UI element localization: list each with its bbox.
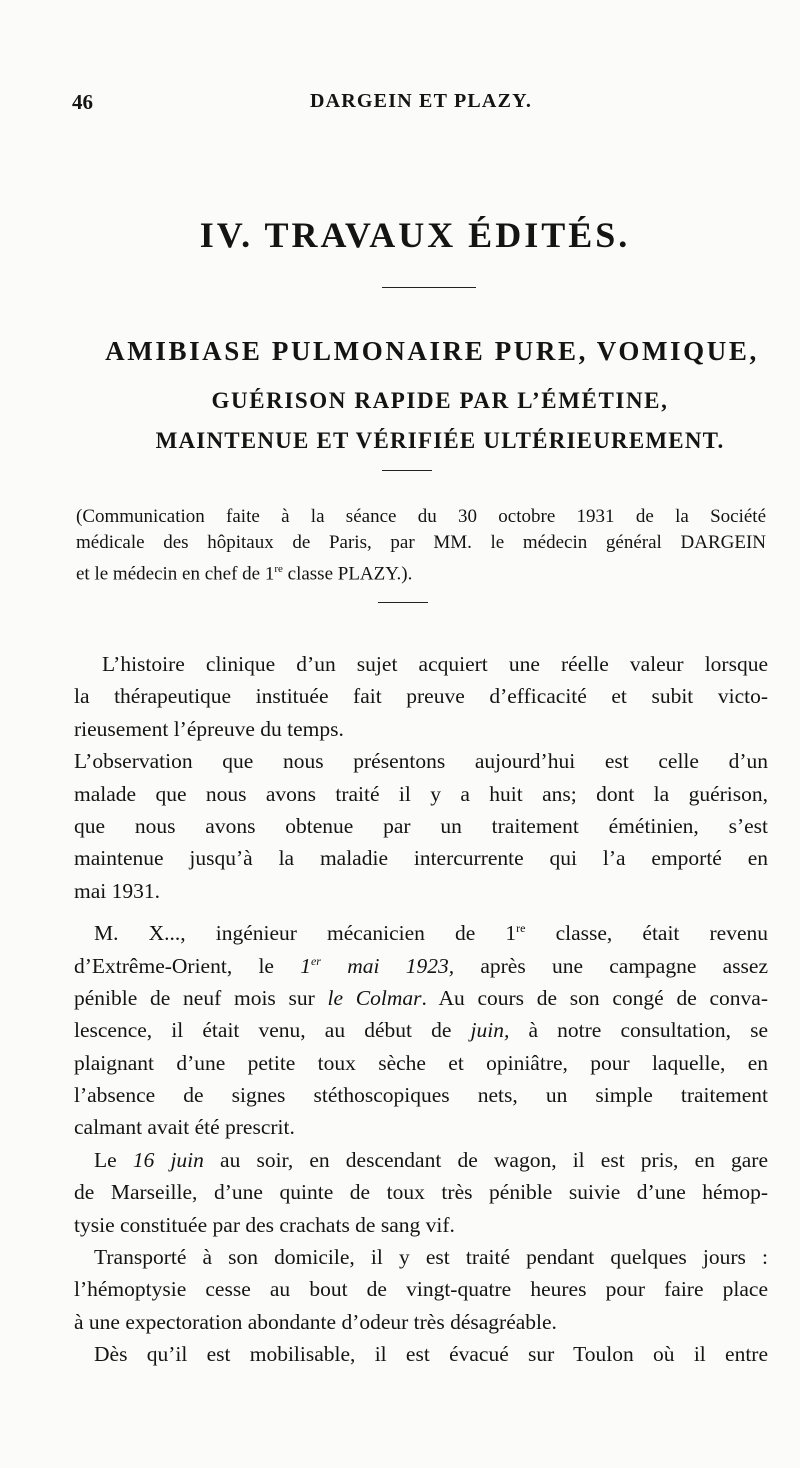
section-title: IV. TRAVAUX ÉDITÉS. [199, 215, 631, 255]
divider-rule [382, 287, 476, 288]
text-line: de Marseille, d’une quinte de toux très pénible suivie d’une hémop- [74, 1180, 768, 1205]
note-line: (Communication faite à la séance du 30 octobre 1931 de la Société [76, 506, 766, 527]
text-line: à une expectoration abondante d’odeur très désagréable. [74, 1309, 557, 1334]
text-line: plaignant d’une petite toux sèche et opiniâtre, pour laquelle, en [74, 1050, 768, 1075]
text-line: L’histoire clinique d’un sujet acquiert une réelle valeur lorsque [102, 652, 768, 676]
article-title-line: GUÉRISON RAPIDE PAR L’ÉMÉTINE, [211, 388, 669, 413]
article-title-line: MAINTENUE ET VÉRIFIÉE ULTÉRIEUREMENT. [155, 428, 725, 453]
communication-note [76, 504, 766, 587]
text-line: L’observation que nous présentons aujourd’hui est celle d’un [74, 749, 768, 774]
text-line: M. X..., ingénieur mécanicien de 1re classe, était revenu [94, 920, 769, 946]
article-title-line: AMIBIASE PULMONAIRE PURE, VOMIQUE, [105, 336, 759, 366]
text-line: d’Extrême-Orient, le 1er mai 1923, après une campagne assez [74, 953, 768, 978]
text-line: la thérapeutique instituée fait preuve d’efficacité et subit victo- [74, 684, 768, 709]
text-line: Dès qu’il est mobilisable, il est évacué sur Toulon où il entre [94, 1342, 768, 1367]
divider-rule [378, 602, 428, 603]
page-number: 46 [72, 90, 93, 114]
note-line: et le médecin en chef de 1re classe PLAZY.). [76, 563, 413, 585]
body-text [74, 648, 768, 1371]
text-line: l’absence de signes stéthoscopiques nets, un simple traitement [74, 1083, 768, 1108]
divider-rule [382, 470, 432, 471]
running-title: DARGEIN ET PLAZY. [310, 90, 533, 112]
text-line: calmant avait été prescrit. [74, 1115, 295, 1140]
text-line: Transporté à son domicile, il y est traité pendant quelques jours : [94, 1245, 768, 1270]
text-line: rieusement l’épreuve du temps. [74, 716, 344, 741]
text-line: pénible de neuf mois sur le Colmar. Au cours de son congé de conva- [74, 985, 768, 1010]
text-line: Le 16 juin au soir, en descendant de wagon, il est pris, en gare [94, 1147, 768, 1172]
text-line: lescence, il était venu, au début de juin, à notre consultation, se [74, 1018, 768, 1043]
text-line: malade que nous avons traité il y a huit ans; dont la guérison, [74, 781, 768, 806]
text-line: l’hémoptysie cesse au bout de vingt-quatre heures pour faire place [74, 1277, 768, 1302]
text-line: maintenue jusqu’à la maladie intercurrente qui l’a emporté en [74, 846, 768, 871]
text-line: tysie constituée par des crachats de sang vif. [74, 1212, 455, 1237]
text-line: que nous avons obtenue par un traitement émétinien, s’est [74, 813, 768, 838]
note-line: médicale des hôpitaux de Paris, par MM. le médecin général DARGEIN [76, 532, 766, 553]
text-line: mai 1931. [74, 878, 160, 903]
running-header [72, 90, 760, 114]
